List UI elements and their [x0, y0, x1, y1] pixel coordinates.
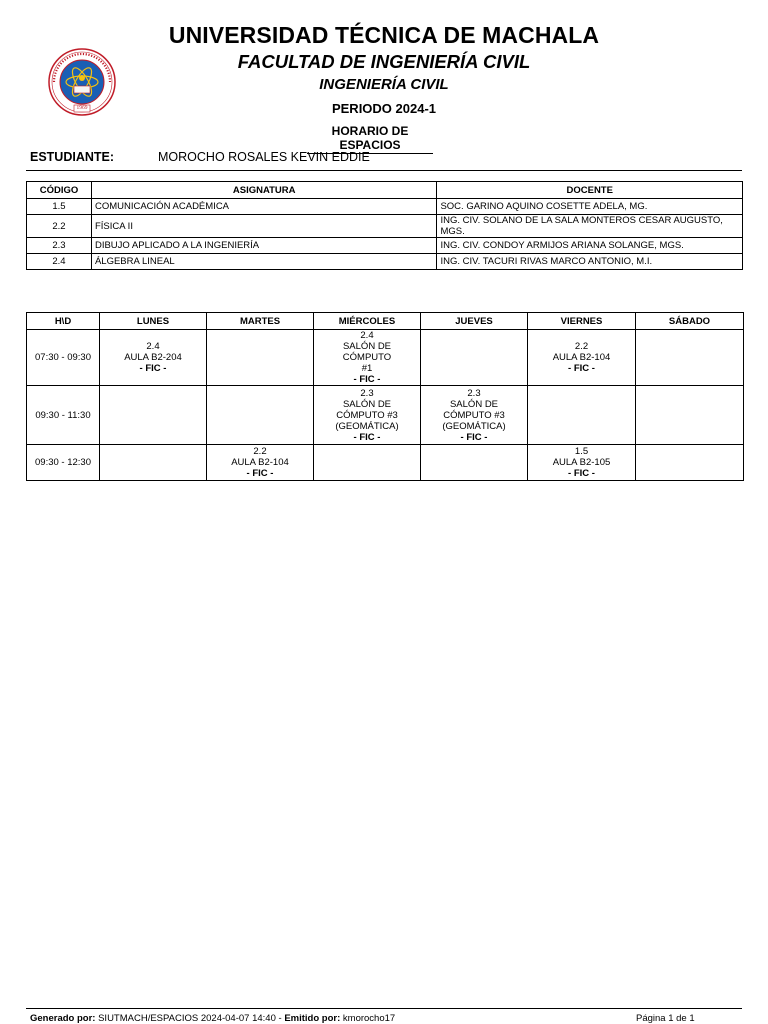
generated-value: SIUTMACH/ESPACIOS 2024-04-07 14:40 - [98, 1013, 282, 1024]
university-seal-logo [44, 48, 120, 116]
cell-faculty: - FIC - [568, 363, 595, 374]
subject-code: 1.5 [27, 199, 92, 215]
schedule-cell [314, 330, 421, 386]
student-name: MOROCHO ROSALES KEVIN EDDIE [158, 150, 370, 164]
cell-room: SALÓN DE CÓMPUTO #3 (GEOMÁTICA) [442, 398, 506, 432]
cell-code: 2.2 [253, 446, 267, 457]
schedule-cell [314, 386, 421, 445]
subjects-header-row [27, 182, 743, 199]
schedule-cell-empty [207, 330, 314, 386]
cell-faculty: - FIC - [353, 431, 381, 443]
cell-room: AULA B2-104 [231, 457, 289, 468]
subject-teacher: ING. CIV. SOLANO DE LA SALA MONTEROS CESAR AUGUSTO, MGS. [437, 215, 743, 238]
subject-code: 2.2 [27, 215, 92, 238]
subject-name: ÁLGEBRA LINEAL [91, 254, 437, 270]
cell-faculty: - FIC - [568, 468, 595, 479]
table-row [27, 330, 744, 386]
header-wednesday: MIÉRCOLES [314, 313, 421, 330]
schedule-table [26, 312, 744, 481]
schedule-cell [528, 445, 636, 481]
schedule-cell [207, 445, 314, 481]
subject-code: 2.4 [27, 254, 92, 270]
table-row [27, 254, 743, 270]
faculty-title: FACULTAD DE INGENIERÍA CIVIL [237, 51, 531, 72]
schedule-cell-empty [100, 445, 207, 481]
footer-divider [26, 1008, 742, 1009]
period-title: PERIODO 2024-1 [331, 101, 437, 116]
table-row [27, 445, 744, 481]
career-title: INGENIERÍA CIVIL [319, 76, 449, 93]
header-monday: LUNES [100, 313, 207, 330]
table-row [27, 386, 744, 445]
document-title: HORARIO DE ESPACIOS [307, 124, 433, 154]
footer-info [30, 1013, 395, 1024]
subject-teacher: ING. CIV. CONDOY ARMIJOS ARIANA SOLANGE, MGS. [437, 238, 743, 254]
time-slot: 07:30 - 09:30 [27, 330, 100, 386]
page-indicator: Página 1 de 1 [636, 1013, 695, 1024]
time-slot: 09:30 - 11:30 [27, 386, 100, 445]
header-hour-day: H\D [27, 313, 100, 330]
schedule-cell-empty [636, 386, 744, 445]
cell-code: 1.5 [574, 446, 589, 457]
cell-code: 2.4 [146, 341, 160, 352]
table-row [27, 215, 743, 238]
schedule-cell [100, 330, 207, 386]
cell-faculty: - FIC - [460, 431, 488, 443]
seal-year: 1969 [76, 105, 88, 111]
cell-room: SALÓN DE CÓMPUTO #3 (GEOMÁTICA) [335, 398, 399, 432]
university-title: UNIVERSIDAD TÉCNICA DE MACHALA [168, 22, 600, 48]
cell-faculty: - FIC - [353, 374, 381, 385]
header-teacher: DOCENTE [437, 182, 743, 199]
subject-name: DIBUJO APLICADO A LA INGENIERÍA [91, 238, 437, 254]
schedule-cell-empty [207, 386, 314, 445]
cell-code: 2.3 [467, 387, 481, 399]
time-slot: 09:30 - 12:30 [27, 445, 100, 481]
cell-code: 2.2 [574, 341, 589, 352]
schedule-cell-empty [314, 445, 421, 481]
cell-room: AULA B2-105 [552, 457, 611, 468]
header-tuesday: MARTES [207, 313, 314, 330]
schedule-cell-empty [528, 386, 636, 445]
subject-code: 2.3 [27, 238, 92, 254]
header-code: CÓDIGO [27, 182, 92, 199]
schedule-cell-empty [421, 330, 528, 386]
schedule-cell [421, 386, 528, 445]
subjects-table [26, 181, 743, 270]
cell-faculty: - FIC - [246, 468, 274, 479]
header-friday: VIERNES [528, 313, 636, 330]
cell-faculty: - FIC - [139, 363, 167, 374]
header-subject: ASIGNATURA [91, 182, 437, 199]
cell-code: 2.4 [360, 330, 374, 341]
divider [26, 170, 742, 171]
header-saturday: SÁBADO [636, 313, 744, 330]
issued-label: Emitido por: [284, 1013, 341, 1024]
header-thursday: JUEVES [421, 313, 528, 330]
subject-name: COMUNICACIÓN ACADÉMICA [91, 199, 437, 215]
issued-value: kmorocho17 [342, 1013, 396, 1024]
schedule-cell-empty [100, 386, 207, 445]
subject-name: FÍSICA II [91, 215, 437, 238]
subject-teacher: ING. CIV. TACURI RIVAS MARCO ANTONIO, M.I. [437, 254, 743, 270]
schedule-cell-empty [636, 330, 744, 386]
schedule-cell [528, 330, 636, 386]
cell-room: SALÓN DE CÓMPUTO #1 [342, 341, 392, 374]
schedule-cell-empty [636, 445, 744, 481]
schedule-cell-empty [421, 445, 528, 481]
generated-label: Generado por: [30, 1013, 96, 1024]
schedule-header-row [27, 313, 744, 330]
cell-code: 2.3 [360, 387, 374, 399]
cell-room: AULA B2-104 [552, 352, 611, 363]
subject-teacher: SOC. GARINO AQUINO COSETTE ADELA, MG. [437, 199, 743, 215]
table-row [27, 199, 743, 215]
cell-room: AULA B2-204 [124, 352, 182, 363]
student-label: ESTUDIANTE: [30, 150, 115, 164]
table-row [27, 238, 743, 254]
